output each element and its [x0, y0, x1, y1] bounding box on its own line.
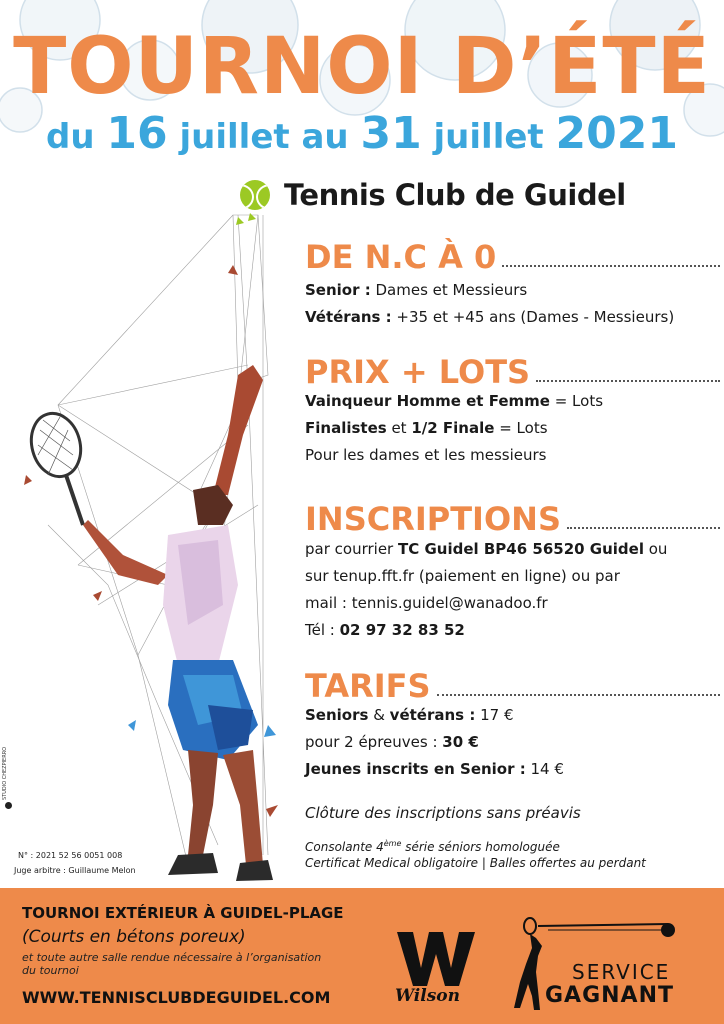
veterans-label: Vétérans : [305, 308, 392, 326]
gagnant-word: GAGNANT [545, 983, 674, 1008]
notes [305, 836, 646, 871]
youth-label: Jeunes inscrits en Senior : [305, 760, 526, 778]
section-title: TARIFS [305, 667, 431, 705]
tournament-title: TOURNOI D’ÉTÉ [13, 22, 711, 112]
service-word: SERVICE [572, 960, 671, 984]
finalists-label: Finalistes [305, 419, 387, 437]
tournament-number: N° : 2021 52 56 0051 008 [18, 851, 123, 860]
senior-label: Senior : [305, 281, 371, 299]
veterans-rate-label: vétérans : [389, 706, 476, 724]
semi-final-label: 1/2 Finale [411, 419, 495, 437]
club-name: Tennis Club de Guidel [284, 178, 626, 212]
section-title: DE N.C À 0 [305, 238, 497, 276]
note-consolante-pre: Consolante 4 [305, 840, 384, 854]
dates-pre: du [46, 117, 107, 157]
dates-mid2: juillet [421, 117, 556, 157]
two-events-price: 30 € [442, 733, 479, 751]
prizes-audience: Pour les dames et les messieurs [305, 446, 547, 464]
footer-location: TOURNOI EXTÉRIEUR À GUIDEL-PLAGE [22, 904, 344, 922]
finalists-mid: et [386, 419, 412, 437]
mail-text-end: ou [643, 540, 668, 558]
section-level [305, 233, 720, 331]
club-banner [240, 175, 626, 215]
footer-other-halls: et toute autre salle rendue nécessaire à l’organisation du tournoi [22, 951, 322, 977]
mail-text: par courrier [305, 540, 398, 558]
seniors-label: Seniors [305, 706, 369, 724]
tennis-player-illustration [18, 205, 278, 885]
dotted-divider [502, 265, 720, 267]
youth-price: 14 € [525, 760, 564, 778]
amp: & [368, 706, 390, 724]
dotted-divider [536, 380, 720, 382]
footer-banner [0, 888, 724, 1024]
finalists-text: = Lots [494, 419, 548, 437]
section-registration [305, 495, 720, 644]
tournament-dates [0, 108, 724, 159]
dotted-divider [437, 694, 720, 696]
seniors-price: 17 € [475, 706, 514, 724]
note-certificate: Certificat Medical obligatoire | Balles offertes au perdant [305, 856, 646, 870]
referee: Juge arbitre : Guillaume Melon [14, 866, 136, 875]
postal-address: TC Guidel BP46 56520 Guidel [397, 540, 644, 558]
footer-courts: (Courts en bétons poreux) [22, 927, 246, 947]
section-rates [305, 662, 720, 783]
winner-label: Vainqueur Homme et Femme [305, 392, 550, 410]
website-link[interactable]: WWW.TENNISCLUBDEGUIDEL.COM [22, 988, 331, 1007]
wilson-wordmark: Wilson [395, 986, 460, 1006]
winner-text: = Lots [549, 392, 604, 410]
note-consolante-sup: ème [383, 839, 402, 848]
dates-mid1: juillet au [167, 117, 361, 157]
phone-label: Tél : [305, 621, 340, 639]
studio-credit [2, 730, 16, 810]
registration-closure: Clôture des inscriptions sans préavis [305, 804, 581, 822]
veterans-text: +35 et +45 ans (Dames - Messieurs) [391, 308, 675, 326]
section-prizes [305, 348, 720, 469]
two-events-label: pour 2 épreuves : [305, 733, 443, 751]
end-day: 31 [360, 108, 422, 159]
year: 2021 [555, 108, 678, 159]
note-consolante-post: série séniors homologuée [401, 840, 560, 854]
studio-credit-text: STUDIO CHEZPIERRO [2, 746, 8, 800]
online-registration: sur tenup.fft.fr (paiement en ligne) ou par [305, 567, 620, 585]
senior-text: Dames et Messieurs [370, 281, 528, 299]
start-day: 16 [106, 108, 168, 159]
email-contact: mail : tennis.guidel@wanadoo.fr [305, 594, 548, 612]
section-title: PRIX + LOTS [305, 353, 531, 391]
dotted-divider [567, 527, 720, 529]
section-title: INSCRIPTIONS [305, 500, 561, 538]
phone-number: 02 97 32 83 52 [339, 621, 465, 639]
credit-logo-icon [5, 802, 12, 809]
